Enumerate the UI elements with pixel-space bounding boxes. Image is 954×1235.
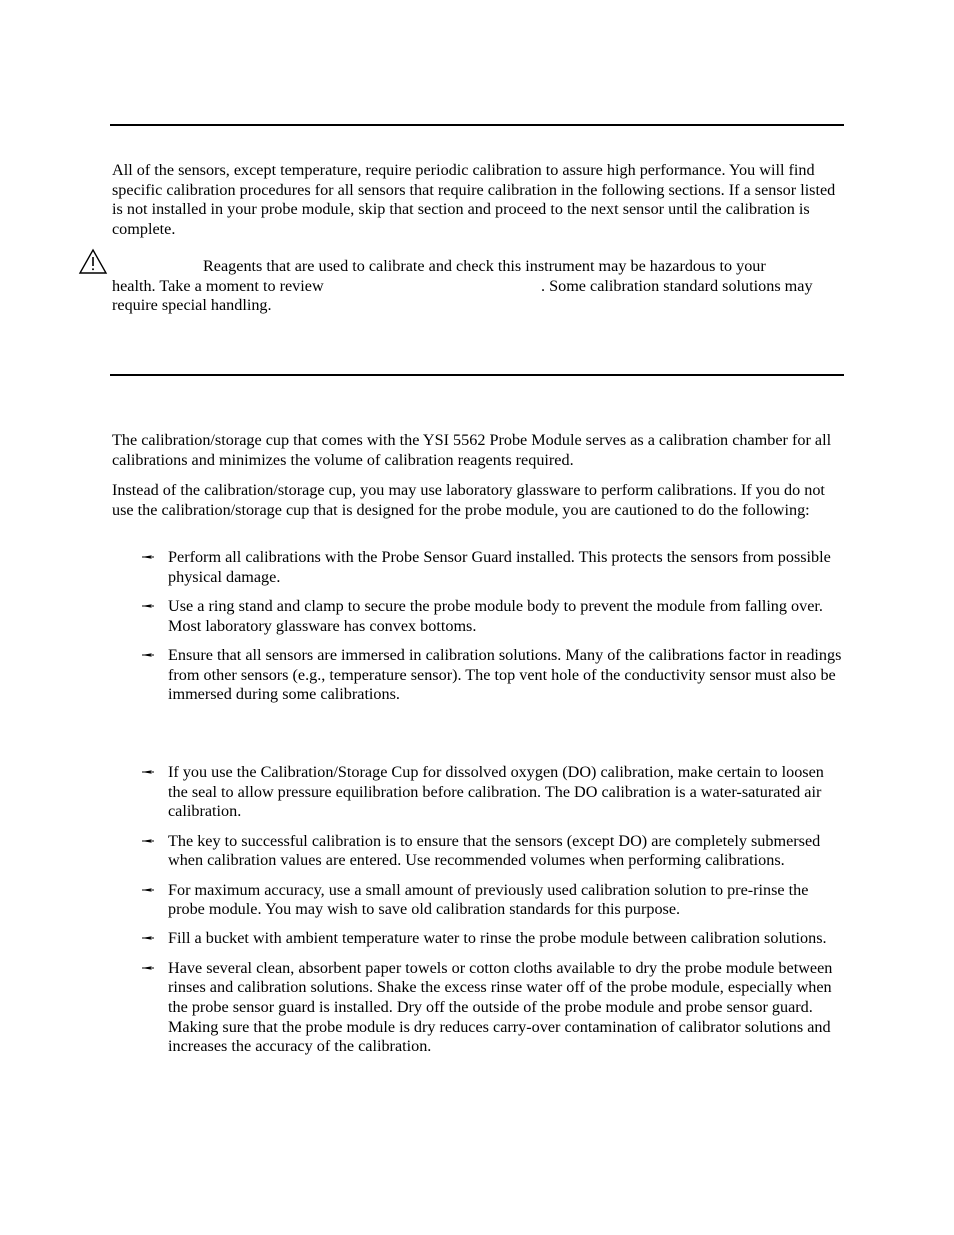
list-item-text: Fill a bucket with ambient temperature water to rinse the probe module between calibration solutions. [168,929,827,948]
list-item [112,548,846,587]
list-item [112,646,846,705]
list-item-text: Ensure that all sensors are immersed in calibration solutions. Many of the calibrations factor in readings from other sensors (e.g., temperature sensor). The top vent hole of the conductivity sensor must also be immersed during some calibrations. [168,645,842,704]
list-item-text: For maximum accuracy, use a small amount of previously used calibration solution to pre-rinse the probe module. You may wish to save old calibration standards for this purpose. [168,880,809,919]
pointing-arrow-icon [141,883,155,897]
list-item-text: Perform all calibrations with the Probe Sensor Guard installed. This protects the sensors from possible physical damage. [168,548,831,586]
list-item-text: Use a ring stand and clamp to secure the probe module body to prevent the module from falling over. Most laboratory glassware has convex bottoms. [168,596,823,635]
pointing-arrow-icon [141,765,155,779]
list-item [112,763,846,822]
cup-paragraph-1: The calibration/storage cup that comes with the YSI 5562 Probe Module serves as a calibration chamber for all calibrations and minimizes the volume of calibration reagents required. [112,431,832,469]
list-item-text: The key to successful calibration is to ensure that the sensors (except DO) are completely submersed when calibration values are entered. Use recommended volumes when performing calibrations. [168,831,821,870]
cup-paragraph-2: Instead of the calibration/storage cup, you may use laboratory glassware to perform calibrations. If you do not use the calibration/storage cup that is designed for the probe module, you are cautioned to do the following: [112,481,825,519]
pointing-arrow-icon [141,931,155,945]
list-item [112,959,846,1058]
tips-list [112,763,846,1057]
section-divider-top [110,124,844,126]
intro-paragraph: All of the sensors, except temperature, require periodic calibration to assure high performance. You will find specific calibration procedures for all sensors that require calibration in the following sections. If a sensor listed is not installed in your probe module, skip that section and proceed to the next sensor until the calibration is complete. [112,161,836,239]
pointing-arrow-icon [141,834,155,848]
warning-line-1: Reagents that are used to calibrate and check this instrument may be hazardous to your [203,257,766,275]
warning-triangle-icon [78,248,108,275]
list-item [112,597,846,636]
caution-list [112,548,846,705]
warning-line-2-end: . Some calibration standard solutions may [541,276,813,295]
list-item [112,929,846,949]
pointing-arrow-icon [141,648,155,662]
warning-line-2-start: health. Take a moment to review [112,276,324,295]
warning-block [112,257,846,316]
section-divider-middle [110,374,844,376]
warning-line-2 [112,277,846,297]
list-item-text: Have several clean, absorbent paper towels or cotton cloths available to dry the probe module between rinses and calibration solutions. Shake the excess rinse water off of the probe module, especially when the probe sensor guard is installed. Dry off the outside of the probe module and probe sensor guard. Making sure that the probe module is dry reduces carry-over contamination of calibrator solutions and increases the accuracy of the calibration. [168,958,833,1056]
list-item-text: If you use the Calibration/Storage Cup for dissolved oxygen (DO) calibration, make certain to loosen the seal to allow pressure equilibration before calibration. The DO calibration is a water-saturated air calibration. [168,763,824,821]
pointing-arrow-icon [141,961,155,975]
pointing-arrow-icon [141,550,155,564]
pointing-arrow-icon [141,599,155,613]
warning-line-3: require special handling. [112,296,272,315]
list-item [112,832,846,871]
list-item [112,881,846,920]
